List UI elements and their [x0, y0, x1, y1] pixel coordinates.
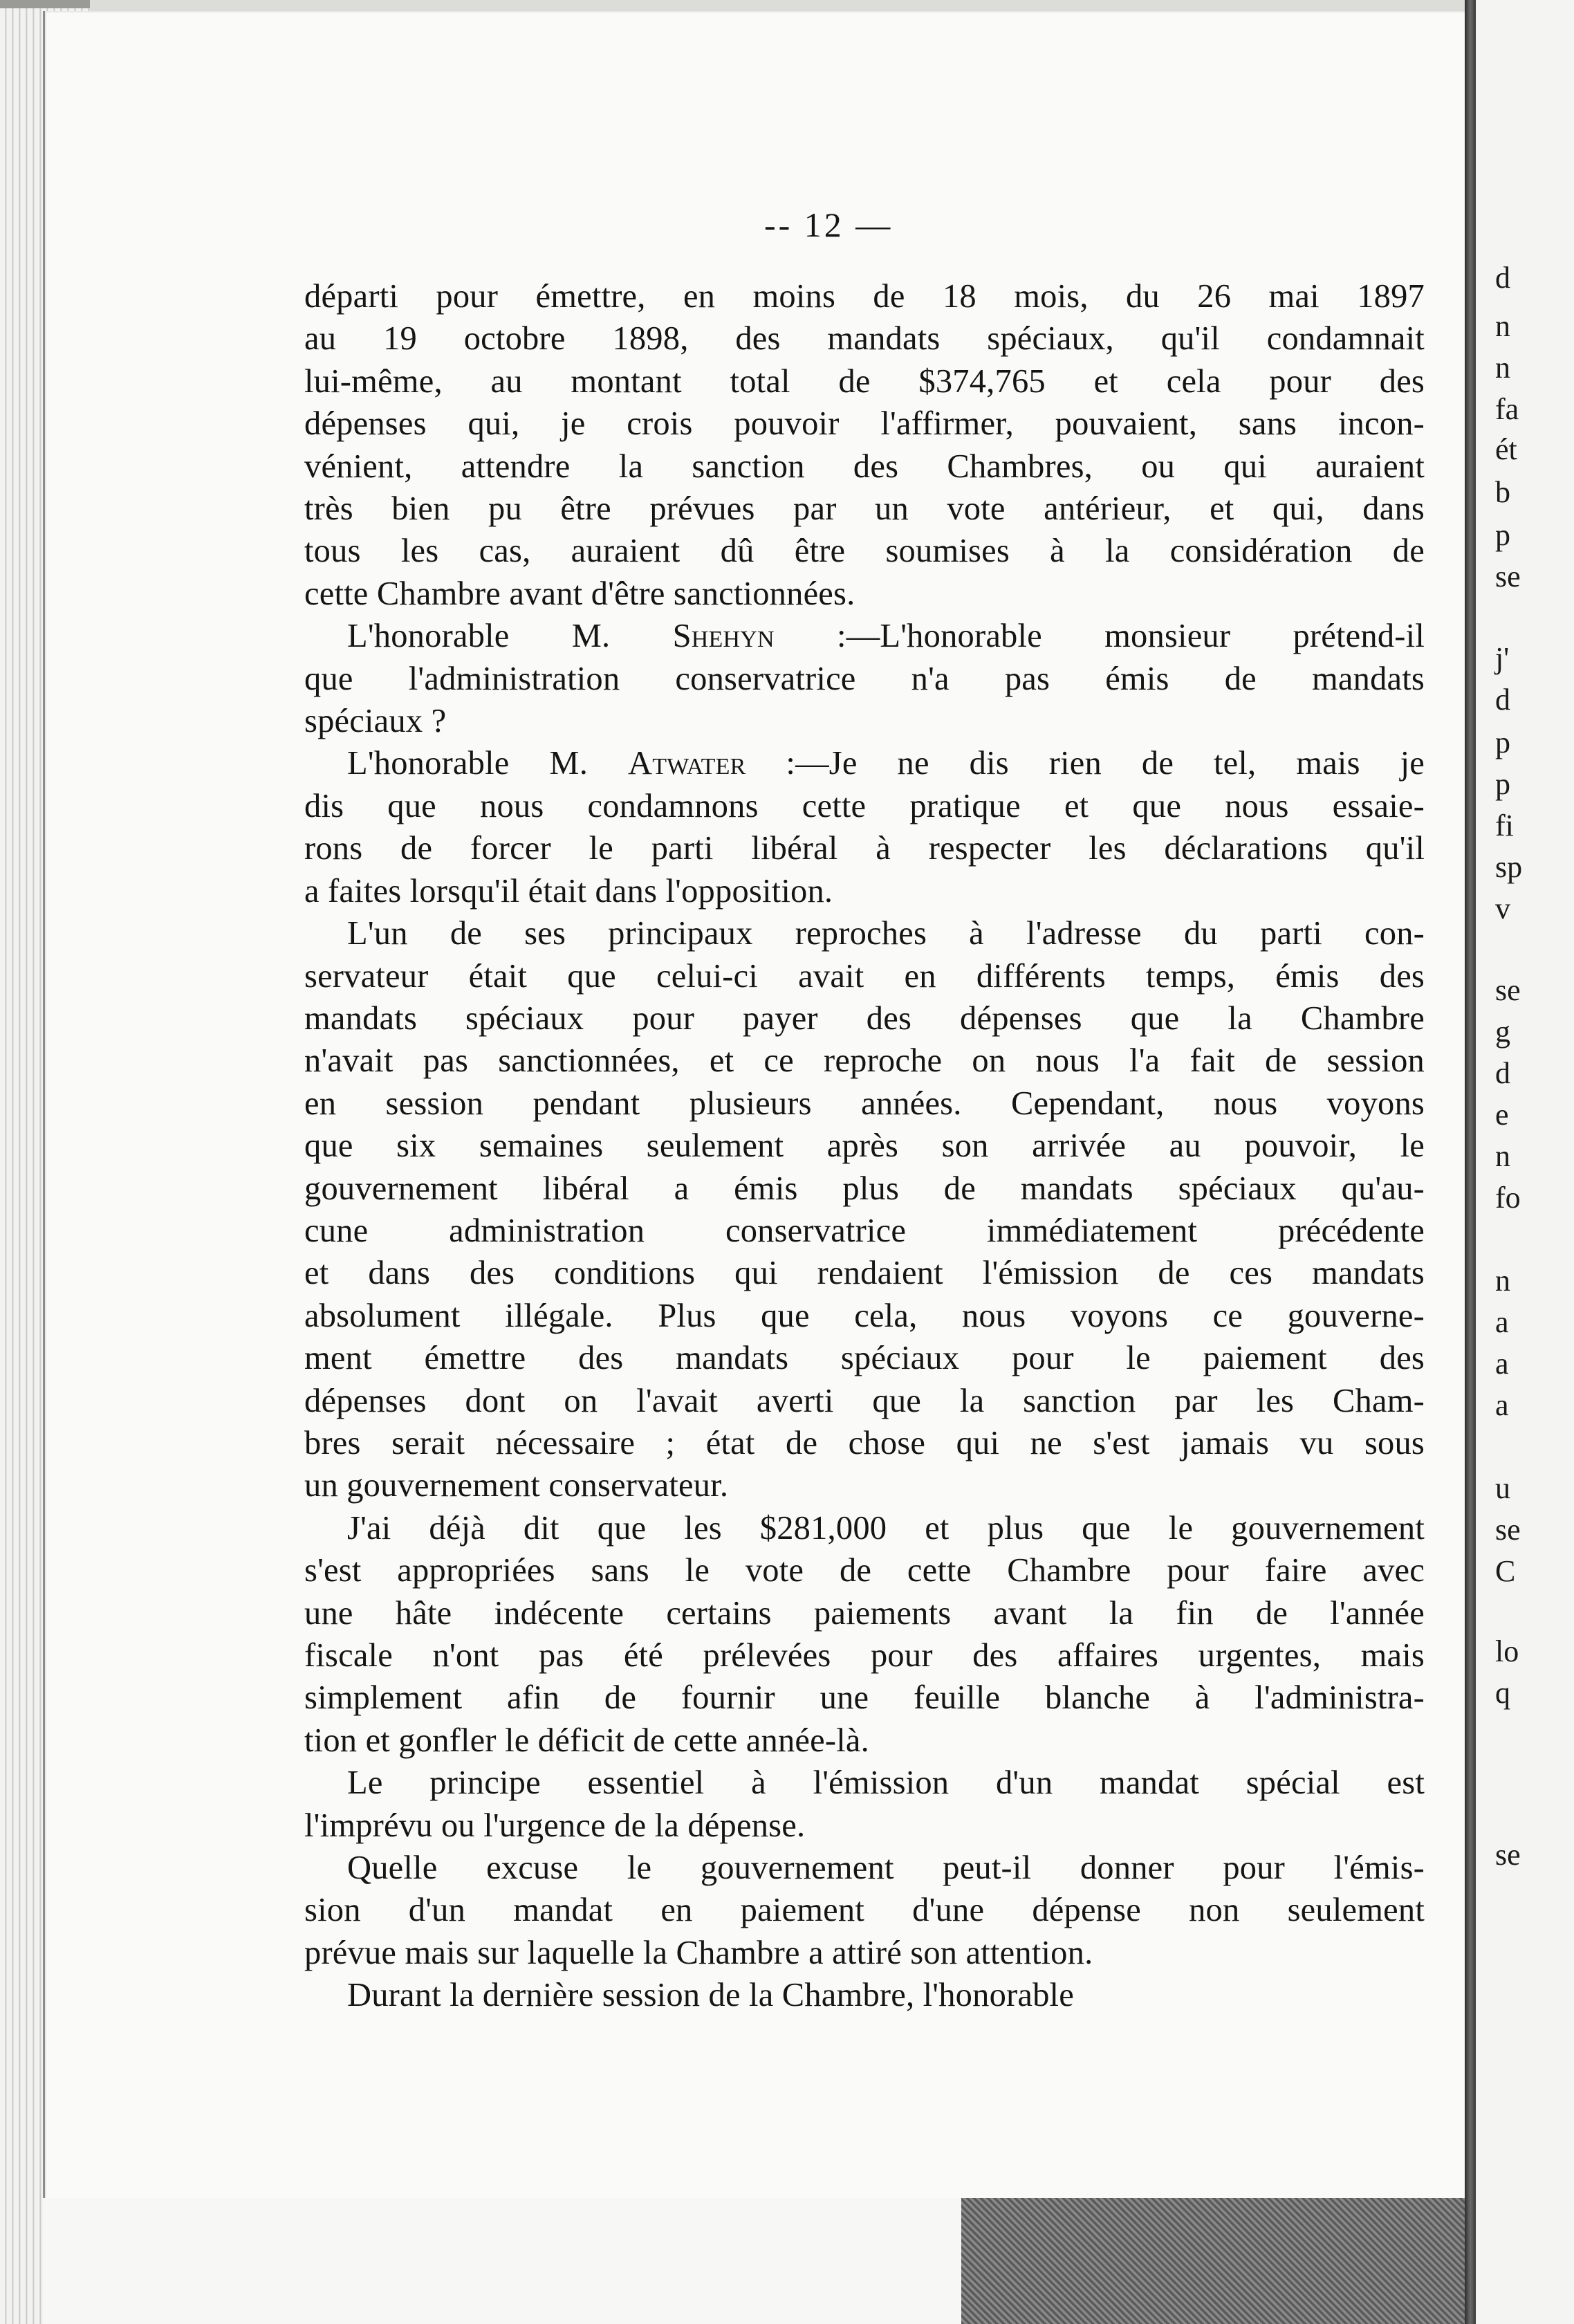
facing-page-fragment: C — [1495, 1554, 1516, 1588]
text-line: Durant la dernière session de la Chambre, l'honorable — [347, 1977, 1074, 2014]
text-line: rons de forcer le parti libéral à respecter les déclarations qu'il — [304, 830, 1425, 867]
facing-page-fragment: ét — [1495, 432, 1517, 466]
page-number: -- 12 — — [764, 205, 894, 244]
text-line: dépenses qui, je crois pouvoir l'affirmer, pouvaient, sans incon- — [304, 405, 1425, 443]
text-line: cune administration conservatrice immédiatement précédente — [304, 1212, 1425, 1249]
facing-page-fragment: n — [1495, 351, 1510, 385]
paragraph — [304, 1762, 1425, 1847]
text-line: départi pour émettre, en moins de 18 mois, du 26 mai 1897 — [304, 278, 1425, 315]
text-line: et dans des conditions qui rendaient l'émission de ces mandats — [304, 1255, 1425, 1292]
facing-page-fragment: fa — [1495, 392, 1519, 426]
paragraph — [304, 1507, 1425, 1762]
facing-page-fragment: a — [1495, 1347, 1509, 1381]
facing-page-fragment: n — [1495, 1139, 1510, 1173]
text-line: très bien pu être prévues par un vote antérieur, et qui, dans — [304, 490, 1425, 528]
facing-page-fragment: b — [1495, 475, 1510, 509]
text-line: simplement afin de fournir une feuille blanche à l'administra- — [304, 1679, 1425, 1717]
text-line: dis que nous condamnons cette pratique et que nous essaie- — [304, 787, 1425, 824]
text-line: l'imprévu ou l'urgence de la dépense. — [304, 1807, 806, 1844]
facing-page-fragment: sp — [1495, 850, 1523, 884]
speaker-name: Atwater — [627, 745, 746, 782]
facing-page-fragment: se — [1495, 560, 1521, 593]
paragraph — [304, 912, 1425, 1507]
paragraph — [304, 1847, 1425, 1974]
text-line: en session pendant plusieurs années. Cependant, nous voyons — [304, 1085, 1425, 1122]
facing-page-edge — [1476, 0, 1574, 2324]
body-text — [304, 275, 1425, 2017]
text-line: un gouvernement conservateur. — [304, 1467, 729, 1504]
facing-page-fragment: d — [1495, 1056, 1510, 1090]
paragraph — [304, 275, 1425, 615]
text-line: n'avait pas sanctionnées, et ce reproche on nous l'a fait de session — [304, 1042, 1425, 1080]
paragraph — [304, 742, 1425, 912]
text-line: absolument illégale. Plus que cela, nous voyons ce gouverne- — [304, 1297, 1425, 1334]
facing-page-fragment: p — [1495, 726, 1510, 759]
facing-page-fragment: fi — [1495, 809, 1514, 842]
facing-page-fragment: se — [1495, 973, 1521, 1007]
speaker-line — [304, 742, 1425, 784]
facing-page-fragment: p — [1495, 767, 1510, 801]
text-line: une hâte indécente certains paiements avant la fin de l'année — [304, 1594, 1425, 1632]
facing-page-fragment: u — [1495, 1471, 1510, 1505]
facing-page-fragment: a — [1495, 1305, 1509, 1339]
speaker-prefix: L'honorable M. — [347, 745, 628, 782]
text-line: mandats spéciaux pour payer des dépenses que la Chambre — [304, 999, 1425, 1037]
text-line: Le principe essentiel à l'émission d'un mandat spécial est — [347, 1764, 1425, 1802]
facing-page-fragment: j' — [1495, 641, 1510, 675]
page-bottom-margin — [43, 2198, 961, 2324]
facing-page-fragment: a — [1495, 1388, 1509, 1422]
speaker-prefix: L'honorable M. — [347, 618, 673, 655]
text-line: gouvernement libéral a émis plus de mandats spéciaux qu'au- — [304, 1170, 1425, 1207]
speaker-remark: :—Je ne dis rien de tel, mais je — [746, 745, 1425, 782]
text-line: servateur était que celui-ci avait en différents temps, émis des — [304, 957, 1425, 995]
facing-page-fragment: lo — [1495, 1634, 1519, 1668]
paragraph — [304, 1974, 1425, 2016]
book-gutter — [1465, 0, 1476, 2324]
speaker-line — [304, 615, 1425, 657]
text-line: fiscale n'ont pas été prélevées pour des affaires urgentes, mais — [304, 1637, 1425, 1674]
facing-page-fragment: d — [1495, 261, 1510, 295]
facing-page-fragment: e — [1495, 1098, 1509, 1132]
text-line: a faites lorsqu'il était dans l'opposition. — [304, 872, 833, 910]
facing-page-fragment: fo — [1495, 1181, 1521, 1215]
text-line: que l'administration conservatrice n'a pas émis de mandats — [304, 660, 1425, 697]
facing-page-fragment: g — [1495, 1015, 1510, 1049]
paragraph — [304, 615, 1425, 742]
speaker-name: Shehyn — [672, 618, 775, 655]
text-line: tous les cas, auraient dû être soumises à la considération de — [304, 533, 1425, 570]
text-line: sion d'un mandat en paiement d'une dépense non seulement — [304, 1892, 1425, 1929]
text-line: lui-même, au montant total de $374,765 et cela pour des — [304, 362, 1425, 400]
text-line: cette Chambre avant d'être sanctionnées. — [304, 575, 855, 612]
binding-cloth-texture — [961, 2198, 1465, 2324]
text-line: vénient, attendre la sanction des Chambres, ou qui auraient — [304, 448, 1425, 485]
facing-page-fragment: se — [1495, 1513, 1521, 1547]
text-line: prévue mais sur laquelle la Chambre a attiré son attention. — [304, 1934, 1093, 1971]
text-line: bres serait nécessaire ; état de chose qui ne s'est jamais vu sous — [304, 1424, 1425, 1461]
facing-page-fragment: se — [1495, 1838, 1521, 1872]
text-line: tion et gonfler le déficit de cette année-là. — [304, 1722, 869, 1759]
speaker-remark: :—L'honorable monsieur prétend-il — [774, 618, 1425, 655]
facing-page-fragment: d — [1495, 683, 1510, 717]
text-line: dépenses dont on l'avait averti que la sanction par les Cham- — [304, 1382, 1425, 1419]
text-line: Quelle excuse le gouvernement peut-il donner pour l'émis- — [347, 1850, 1425, 1887]
text-line: que six semaines seulement après son arrivée au pouvoir, le — [304, 1127, 1425, 1165]
text-line: J'ai déjà dit que les $281,000 et plus que le gouvernement — [347, 1509, 1425, 1547]
facing-page-fragment: v — [1495, 892, 1510, 925]
facing-page-fragment: n — [1495, 309, 1510, 343]
facing-page-fragment: p — [1495, 518, 1510, 552]
text-line: s'est appropriées sans le vote de cette Chambre pour faire avec — [304, 1552, 1425, 1589]
text-line: L'un de ses principaux reproches à l'adresse du parti con- — [347, 915, 1425, 952]
text-line: ment émettre des mandats spéciaux pour le paiement des — [304, 1340, 1425, 1377]
facing-page-fragment: q — [1495, 1676, 1510, 1710]
facing-page-fragment: n — [1495, 1264, 1510, 1298]
text-line: spéciaux ? — [304, 703, 447, 740]
text-line: au 19 octobre 1898, des mandats spéciaux, qu'il condamnait — [304, 320, 1425, 358]
